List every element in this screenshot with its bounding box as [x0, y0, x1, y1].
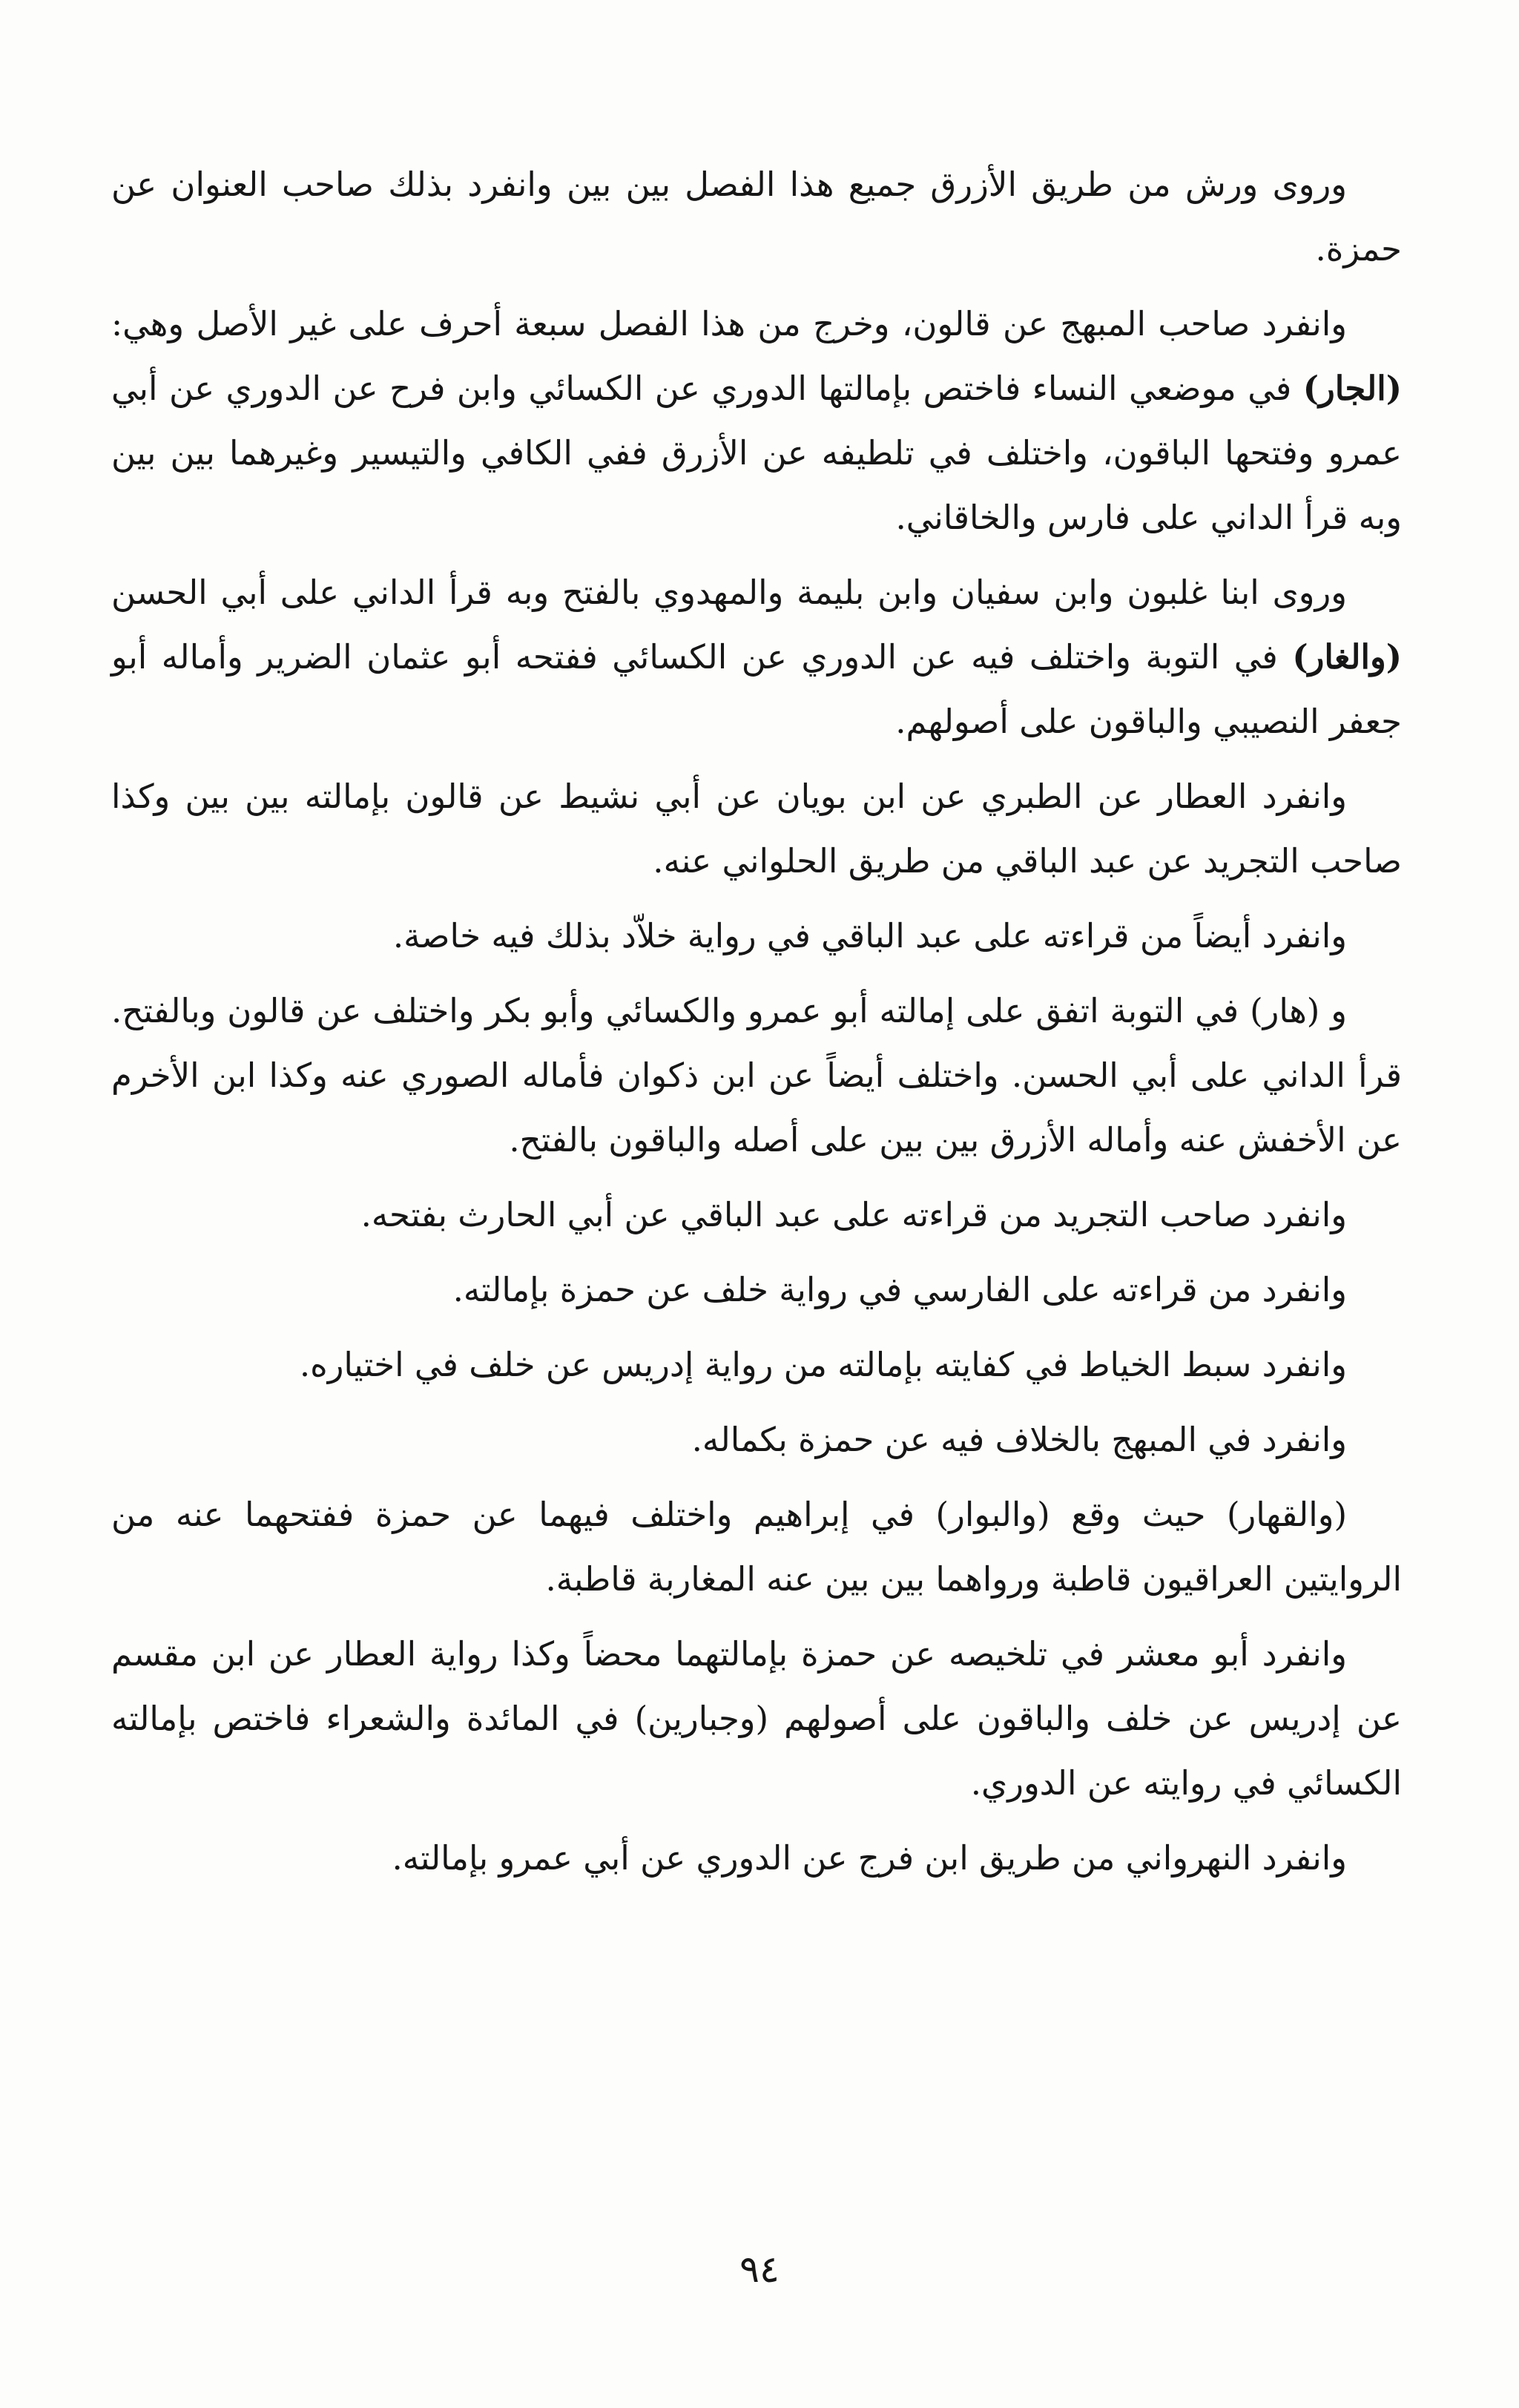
emphasized-word: (والغار) — [1292, 637, 1402, 677]
paragraph: (والقهار) حيث وقع (والبوار) في إبراهيم واختلف فيهما عن حمزة ففتحهما عنه من الروايتين العراقيون قاطبة ورواهما بين بين عنه المغاربة قاطبة. — [111, 1495, 1402, 1599]
paragraph-text: وانفرد صاحب المبهج عن قالون، وخرج من هذا الفصل سبعة أحرف على غير الأصل وهي: — [111, 304, 1347, 343]
paragraph-text: وروى ابنا غلبون وابن سفيان وابن بليمة والمهدوي بالفتح وبه قرأ الداني على أبي الحسن — [111, 573, 1347, 612]
paragraph — [111, 292, 1402, 550]
paragraph: وانفرد النهرواني من طريق ابن فرج عن الدوري عن أبي عمرو بإمالته. — [392, 1838, 1347, 1878]
body-text — [111, 152, 1402, 1901]
paragraph: وانفرد أيضاً من قراءته على عبد الباقي في رواية خلاّد بذلك فيه خاصة. — [392, 916, 1347, 955]
paragraph — [111, 560, 1402, 754]
paragraph: و (هار) في التوبة اتفق على إمالته أبو عمرو والكسائي وأبو بكر واختلف عن قالون وبالفتح. قرأ الداني على أبي الحسن. واختلف أيضاً عن ابن ذكوان فأماله الصوري عنه وكذا ابن الأخرم عن الأخفش عنه وأماله الأزرق بين بين على أصله والباقون بالفتح. — [111, 991, 1402, 1159]
paragraph: وانفرد سبط الخياط في كفايته بإمالته من رواية إدريس عن خلف في اختياره. — [299, 1345, 1347, 1384]
paragraph: وانفرد في المبهج بالخلاف فيه عن حمزة بكماله. — [691, 1420, 1347, 1459]
paragraph-text: في موضعي النساء فاختص بإمالتها الدوري عن الكسائي وابن فرح عن الدوري عن أبي عمرو وفتحها الباقون، واختلف في تلطيفه عن الأزرق ففي الكافي والتيسير وغيرهما بين بين وبه قرأ الداني على فارس والخاقاني. — [111, 369, 1402, 537]
paragraph: وانفرد أبو معشر في تلخيصه عن حمزة بإمالتهما محضاً وكذا رواية العطار عن ابن مقسم عن إدريس عن خلف والباقون على أصولهم (وجبارين) في المائدة والشعراء فاختص بإمالته الكسائي في روايته عن الدوري. — [111, 1634, 1402, 1803]
emphasized-word: (الجار) — [1302, 369, 1402, 408]
paragraph: وانفرد العطار عن الطبري عن ابن بويان عن أبي نشيط عن قالون بإمالته بين بين وكذا صاحب التجريد عن عبد الباقي من طريق الحلواني عنه. — [111, 777, 1402, 881]
paragraph: وروى ورش من طريق الأزرق جميع هذا الفصل بين بين وانفرد بذلك صاحب العنوان عن حمزة. — [111, 165, 1402, 269]
paragraph: وانفرد صاحب التجريد من قراءته على عبد الباقي عن أبي الحارث بفتحه. — [360, 1195, 1347, 1234]
page-number: ٩٤ — [739, 2248, 780, 2291]
paragraph: وانفرد من قراءته على الفارسي في رواية خلف عن حمزة بإمالته. — [452, 1270, 1347, 1309]
paragraph-text: في التوبة واختلف فيه عن الدوري عن الكسائي ففتحه أبو عثمان الضرير وأماله أبو جعفر النصيبي والباقون على أصولهم. — [111, 637, 1402, 741]
